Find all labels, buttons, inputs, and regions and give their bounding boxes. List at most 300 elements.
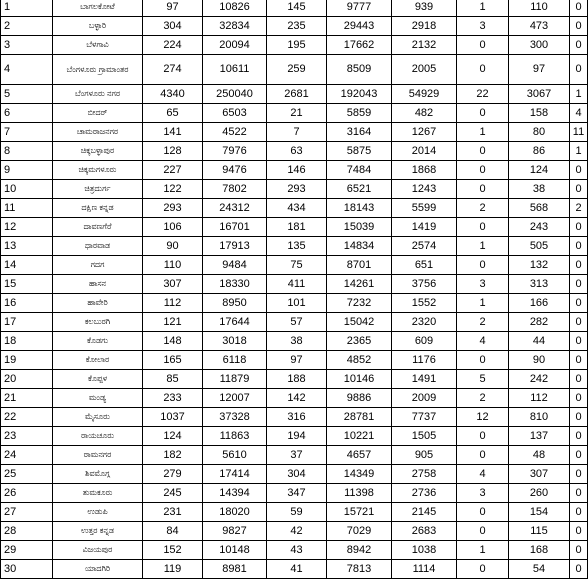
value-col-7-cell: 168 [509, 541, 570, 560]
value-col-5-cell: 1038 [392, 541, 457, 560]
value-col-3-cell: 145 [267, 0, 327, 17]
serial-number-cell: 17 [1, 313, 53, 332]
value-col-3-cell: 2681 [267, 85, 327, 104]
value-col-5-cell: 2320 [392, 313, 457, 332]
table-row [1, 161, 588, 180]
table-row [1, 484, 588, 503]
value-col-4-cell: 5859 [327, 104, 392, 123]
value-col-7-cell: 242 [509, 370, 570, 389]
value-col-7-cell: 110 [509, 0, 570, 17]
value-col-2-cell: 18020 [203, 503, 267, 522]
district-name-cell: ಬಳ್ಳಾರಿ [53, 17, 143, 36]
value-col-6-cell: 2 [457, 313, 509, 332]
serial-number-cell: 13 [1, 237, 53, 256]
value-col-2-cell: 5610 [203, 446, 267, 465]
value-col-6-cell: 1 [457, 123, 509, 142]
district-name-cell: ಯಾದಗಿರಿ [53, 560, 143, 579]
value-col-2-cell: 6503 [203, 104, 267, 123]
table-row [1, 408, 588, 427]
value-col-5-cell: 1491 [392, 370, 457, 389]
value-col-2-cell: 8981 [203, 560, 267, 579]
value-col-1-cell: 128 [143, 142, 203, 161]
value-col-6-cell: 3 [457, 17, 509, 36]
table-row [1, 0, 588, 17]
value-col-7-cell: 124 [509, 161, 570, 180]
value-col-5-cell: 3756 [392, 275, 457, 294]
serial-number-cell: 3 [1, 36, 53, 55]
serial-number-cell: 20 [1, 370, 53, 389]
value-col-1-cell: 119 [143, 560, 203, 579]
value-col-7-cell: 282 [509, 313, 570, 332]
district-name-cell: ಶಿವಮೊಗ್ಗ [53, 465, 143, 484]
table-row [1, 55, 588, 85]
value-col-3-cell: 75 [267, 256, 327, 275]
value-col-1-cell: 4340 [143, 85, 203, 104]
table-row [1, 332, 588, 351]
serial-number-cell: 16 [1, 294, 53, 313]
value-col-2-cell: 14394 [203, 484, 267, 503]
value-col-8-cell: 0 [570, 17, 588, 36]
value-col-4-cell: 3164 [327, 123, 392, 142]
value-col-6-cell: 0 [457, 55, 509, 85]
value-col-3-cell: 42 [267, 522, 327, 541]
value-col-3-cell: 411 [267, 275, 327, 294]
value-col-8-cell: 1 [570, 85, 588, 104]
value-col-3-cell: 195 [267, 36, 327, 55]
serial-number-cell: 10 [1, 180, 53, 199]
value-col-7-cell: 473 [509, 17, 570, 36]
value-col-1-cell: 182 [143, 446, 203, 465]
value-col-3-cell: 142 [267, 389, 327, 408]
value-col-6-cell: 1 [457, 294, 509, 313]
value-col-5-cell: 1552 [392, 294, 457, 313]
value-col-4-cell: 192043 [327, 85, 392, 104]
value-col-1-cell: 227 [143, 161, 203, 180]
value-col-6-cell: 1 [457, 541, 509, 560]
district-name-cell: ಮೈಸೂರು [53, 408, 143, 427]
value-col-8-cell: 0 [570, 256, 588, 275]
table-row [1, 104, 588, 123]
value-col-1-cell: 85 [143, 370, 203, 389]
value-col-2-cell: 9476 [203, 161, 267, 180]
value-col-3-cell: 97 [267, 351, 327, 370]
value-col-8-cell: 0 [570, 465, 588, 484]
value-col-7-cell: 243 [509, 218, 570, 237]
value-col-3-cell: 434 [267, 199, 327, 218]
value-col-5-cell: 2009 [392, 389, 457, 408]
table-row [1, 36, 588, 55]
value-col-6-cell: 22 [457, 85, 509, 104]
value-col-4-cell: 14349 [327, 465, 392, 484]
value-col-4-cell: 11398 [327, 484, 392, 503]
table-row [1, 237, 588, 256]
district-name-cell: ಚಿತ್ರದುರ್ಗ [53, 180, 143, 199]
value-col-8-cell: 0 [570, 313, 588, 332]
value-col-2-cell: 24312 [203, 199, 267, 218]
value-col-6-cell: 0 [457, 104, 509, 123]
value-col-3-cell: 63 [267, 142, 327, 161]
value-col-2-cell: 10826 [203, 0, 267, 17]
value-col-7-cell: 3067 [509, 85, 570, 104]
value-col-8-cell: 0 [570, 237, 588, 256]
value-col-5-cell: 5599 [392, 199, 457, 218]
serial-number-cell: 23 [1, 427, 53, 446]
district-name-cell: ರಾಯಚೂರು [53, 427, 143, 446]
serial-number-cell: 4 [1, 55, 53, 85]
table-row [1, 351, 588, 370]
district-name-cell: ಕೋಲಾರ [53, 351, 143, 370]
value-col-6-cell: 0 [457, 446, 509, 465]
value-col-7-cell: 505 [509, 237, 570, 256]
table-row [1, 389, 588, 408]
table-body [1, 0, 588, 579]
table-row [1, 199, 588, 218]
district-name-cell: ಹಾವೇರಿ [53, 294, 143, 313]
value-col-8-cell: 0 [570, 294, 588, 313]
value-col-5-cell: 1267 [392, 123, 457, 142]
value-col-4-cell: 7029 [327, 522, 392, 541]
value-col-1-cell: 304 [143, 17, 203, 36]
value-col-2-cell: 9827 [203, 522, 267, 541]
value-col-7-cell: 810 [509, 408, 570, 427]
value-col-8-cell: 0 [570, 484, 588, 503]
value-col-7-cell: 115 [509, 522, 570, 541]
table-row [1, 17, 588, 36]
district-name-cell: ವಿಜಯಪುರ [53, 541, 143, 560]
value-col-2-cell: 12007 [203, 389, 267, 408]
district-name-cell: ಗದಗ [53, 256, 143, 275]
value-col-2-cell: 20094 [203, 36, 267, 55]
value-col-1-cell: 165 [143, 351, 203, 370]
value-col-4-cell: 15039 [327, 218, 392, 237]
table-row [1, 370, 588, 389]
value-col-3-cell: 146 [267, 161, 327, 180]
value-col-7-cell: 90 [509, 351, 570, 370]
value-col-2-cell: 250040 [203, 85, 267, 104]
value-col-4-cell: 8942 [327, 541, 392, 560]
value-col-4-cell: 15042 [327, 313, 392, 332]
table-row [1, 503, 588, 522]
value-col-8-cell: 1 [570, 142, 588, 161]
value-col-4-cell: 14834 [327, 237, 392, 256]
value-col-6-cell: 0 [457, 503, 509, 522]
value-col-2-cell: 16701 [203, 218, 267, 237]
value-col-8-cell: 4 [570, 104, 588, 123]
value-col-4-cell: 4852 [327, 351, 392, 370]
district-name-cell: ಕಲಬುರಗಿ [53, 313, 143, 332]
value-col-6-cell: 4 [457, 465, 509, 484]
value-col-3-cell: 7 [267, 123, 327, 142]
value-col-6-cell: 0 [457, 427, 509, 446]
value-col-3-cell: 101 [267, 294, 327, 313]
district-name-cell: ಚಿಕ್ಕಬಳ್ಳಾಪುರ [53, 142, 143, 161]
value-col-8-cell: 0 [570, 351, 588, 370]
value-col-8-cell: 11 [570, 123, 588, 142]
value-col-6-cell: 2 [457, 389, 509, 408]
serial-number-cell: 21 [1, 389, 53, 408]
value-col-3-cell: 181 [267, 218, 327, 237]
value-col-3-cell: 304 [267, 465, 327, 484]
value-col-2-cell: 32834 [203, 17, 267, 36]
value-col-4-cell: 28781 [327, 408, 392, 427]
district-name-cell: ಕೊಡಗು [53, 332, 143, 351]
district-name-cell: ಹಾಸನ [53, 275, 143, 294]
value-col-6-cell: 12 [457, 408, 509, 427]
table-row [1, 446, 588, 465]
value-col-6-cell: 0 [457, 522, 509, 541]
value-col-3-cell: 316 [267, 408, 327, 427]
value-col-1-cell: 1037 [143, 408, 203, 427]
value-col-8-cell: 0 [570, 541, 588, 560]
table-row [1, 218, 588, 237]
value-col-1-cell: 97 [143, 0, 203, 17]
value-col-7-cell: 260 [509, 484, 570, 503]
value-col-5-cell: 2758 [392, 465, 457, 484]
table-row [1, 465, 588, 484]
district-name-cell: ಉಡುಪಿ [53, 503, 143, 522]
value-col-1-cell: 65 [143, 104, 203, 123]
table-row [1, 123, 588, 142]
value-col-8-cell: 0 [570, 161, 588, 180]
value-col-5-cell: 2918 [392, 17, 457, 36]
value-col-1-cell: 122 [143, 180, 203, 199]
value-col-5-cell: 651 [392, 256, 457, 275]
value-col-5-cell: 54929 [392, 85, 457, 104]
value-col-8-cell: 0 [570, 275, 588, 294]
serial-number-cell: 7 [1, 123, 53, 142]
serial-number-cell: 2 [1, 17, 53, 36]
value-col-7-cell: 132 [509, 256, 570, 275]
district-name-cell: ಬೀದರ್ [53, 104, 143, 123]
value-col-7-cell: 80 [509, 123, 570, 142]
value-col-3-cell: 135 [267, 237, 327, 256]
value-col-8-cell: 0 [570, 446, 588, 465]
value-col-4-cell: 15721 [327, 503, 392, 522]
value-col-4-cell: 29443 [327, 17, 392, 36]
district-name-cell: ಕೊಪ್ಪಳ [53, 370, 143, 389]
value-col-4-cell: 7484 [327, 161, 392, 180]
value-col-6-cell: 4 [457, 332, 509, 351]
table-row [1, 541, 588, 560]
district-name-cell: ರಾಮನಗರ [53, 446, 143, 465]
value-col-1-cell: 121 [143, 313, 203, 332]
serial-number-cell: 27 [1, 503, 53, 522]
value-col-6-cell: 0 [457, 256, 509, 275]
table-row [1, 275, 588, 294]
value-col-1-cell: 106 [143, 218, 203, 237]
value-col-7-cell: 112 [509, 389, 570, 408]
value-col-2-cell: 11879 [203, 370, 267, 389]
value-col-4-cell: 9777 [327, 0, 392, 17]
value-col-1-cell: 124 [143, 427, 203, 446]
value-col-6-cell: 2 [457, 199, 509, 218]
table-row [1, 294, 588, 313]
value-col-7-cell: 48 [509, 446, 570, 465]
value-col-2-cell: 17414 [203, 465, 267, 484]
value-col-4-cell: 2365 [327, 332, 392, 351]
value-col-2-cell: 17913 [203, 237, 267, 256]
value-col-7-cell: 97 [509, 55, 570, 85]
value-col-6-cell: 0 [457, 218, 509, 237]
serial-number-cell: 5 [1, 85, 53, 104]
district-name-cell: ಬೆಳಗಾವಿ [53, 36, 143, 55]
value-col-8-cell: 0 [570, 55, 588, 85]
value-col-8-cell: 0 [570, 370, 588, 389]
value-col-7-cell: 154 [509, 503, 570, 522]
serial-number-cell: 24 [1, 446, 53, 465]
value-col-2-cell: 37328 [203, 408, 267, 427]
value-col-2-cell: 10148 [203, 541, 267, 560]
value-col-3-cell: 59 [267, 503, 327, 522]
value-col-2-cell: 4522 [203, 123, 267, 142]
value-col-5-cell: 2736 [392, 484, 457, 503]
serial-number-cell: 25 [1, 465, 53, 484]
value-col-8-cell: 0 [570, 522, 588, 541]
value-col-1-cell: 233 [143, 389, 203, 408]
table-row [1, 256, 588, 275]
value-col-1-cell: 110 [143, 256, 203, 275]
value-col-3-cell: 235 [267, 17, 327, 36]
value-col-2-cell: 10611 [203, 55, 267, 85]
value-col-1-cell: 274 [143, 55, 203, 85]
value-col-5-cell: 2145 [392, 503, 457, 522]
value-col-2-cell: 18330 [203, 275, 267, 294]
value-col-2-cell: 9484 [203, 256, 267, 275]
value-col-6-cell: 3 [457, 484, 509, 503]
district-name-cell: ಬೆಂಗಳೂರು ನಗರ [53, 85, 143, 104]
serial-number-cell: 1 [1, 0, 53, 17]
value-col-5-cell: 2014 [392, 142, 457, 161]
value-col-4-cell: 10146 [327, 370, 392, 389]
value-col-7-cell: 166 [509, 294, 570, 313]
district-name-cell: ಉತ್ತರ ಕನ್ನಡ [53, 522, 143, 541]
value-col-1-cell: 152 [143, 541, 203, 560]
value-col-8-cell: 0 [570, 560, 588, 579]
value-col-5-cell: 2683 [392, 522, 457, 541]
value-col-6-cell: 0 [457, 161, 509, 180]
value-col-6-cell: 1 [457, 0, 509, 17]
value-col-1-cell: 307 [143, 275, 203, 294]
value-col-2-cell: 8950 [203, 294, 267, 313]
value-col-6-cell: 0 [457, 142, 509, 161]
value-col-5-cell: 1868 [392, 161, 457, 180]
value-col-1-cell: 231 [143, 503, 203, 522]
serial-number-cell: 9 [1, 161, 53, 180]
value-col-6-cell: 1 [457, 237, 509, 256]
value-col-5-cell: 609 [392, 332, 457, 351]
value-col-8-cell: 0 [570, 332, 588, 351]
value-col-4-cell: 8701 [327, 256, 392, 275]
value-col-8-cell: 0 [570, 408, 588, 427]
serial-number-cell: 11 [1, 199, 53, 218]
value-col-2-cell: 7976 [203, 142, 267, 161]
value-col-4-cell: 6521 [327, 180, 392, 199]
value-col-5-cell: 2574 [392, 237, 457, 256]
value-col-5-cell: 1114 [392, 560, 457, 579]
district-name-cell: ದಾವಣಗೆರೆ [53, 218, 143, 237]
serial-number-cell: 29 [1, 541, 53, 560]
value-col-3-cell: 293 [267, 180, 327, 199]
serial-number-cell: 19 [1, 351, 53, 370]
value-col-3-cell: 259 [267, 55, 327, 85]
value-col-6-cell: 0 [457, 36, 509, 55]
value-col-7-cell: 137 [509, 427, 570, 446]
value-col-5-cell: 2005 [392, 55, 457, 85]
value-col-8-cell: 0 [570, 427, 588, 446]
district-name-cell: ಚಿಕ್ಕಮಗಳೂರು [53, 161, 143, 180]
value-col-2-cell: 17644 [203, 313, 267, 332]
value-col-3-cell: 37 [267, 446, 327, 465]
value-col-5-cell: 7737 [392, 408, 457, 427]
value-col-5-cell: 2132 [392, 36, 457, 55]
value-col-8-cell: 0 [570, 389, 588, 408]
value-col-8-cell: 2 [570, 199, 588, 218]
district-name-cell: ತುಮಕೂರು [53, 484, 143, 503]
serial-number-cell: 28 [1, 522, 53, 541]
value-col-7-cell: 44 [509, 332, 570, 351]
value-col-3-cell: 57 [267, 313, 327, 332]
table-row [1, 427, 588, 446]
value-col-1-cell: 112 [143, 294, 203, 313]
value-col-4-cell: 10221 [327, 427, 392, 446]
serial-number-cell: 8 [1, 142, 53, 161]
value-col-4-cell: 5875 [327, 142, 392, 161]
value-col-3-cell: 38 [267, 332, 327, 351]
value-col-3-cell: 21 [267, 104, 327, 123]
value-col-3-cell: 188 [267, 370, 327, 389]
value-col-1-cell: 141 [143, 123, 203, 142]
value-col-8-cell: 0 [570, 36, 588, 55]
value-col-2-cell: 11863 [203, 427, 267, 446]
value-col-3-cell: 43 [267, 541, 327, 560]
district-name-cell: ಬಾಗಲಕೋಟೆ [53, 0, 143, 17]
value-col-1-cell: 148 [143, 332, 203, 351]
value-col-4-cell: 8509 [327, 55, 392, 85]
value-col-5-cell: 1243 [392, 180, 457, 199]
district-name-cell: ದಕ್ಷಿಣ ಕನ್ನಡ [53, 199, 143, 218]
serial-number-cell: 6 [1, 104, 53, 123]
value-col-2-cell: 6118 [203, 351, 267, 370]
value-col-7-cell: 158 [509, 104, 570, 123]
district-name-cell: ಮಂಡ್ಯ [53, 389, 143, 408]
serial-number-cell: 18 [1, 332, 53, 351]
table-row [1, 85, 588, 104]
table-row [1, 313, 588, 332]
value-col-3-cell: 41 [267, 560, 327, 579]
serial-number-cell: 14 [1, 256, 53, 275]
value-col-5-cell: 905 [392, 446, 457, 465]
value-col-7-cell: 86 [509, 142, 570, 161]
value-col-1-cell: 90 [143, 237, 203, 256]
value-col-4-cell: 18143 [327, 199, 392, 218]
value-col-1-cell: 245 [143, 484, 203, 503]
value-col-8-cell: 0 [570, 503, 588, 522]
value-col-7-cell: 300 [509, 36, 570, 55]
value-col-6-cell: 0 [457, 180, 509, 199]
table-row [1, 522, 588, 541]
value-col-3-cell: 194 [267, 427, 327, 446]
value-col-4-cell: 9886 [327, 389, 392, 408]
table-row [1, 560, 588, 579]
value-col-6-cell: 0 [457, 560, 509, 579]
value-col-2-cell: 3018 [203, 332, 267, 351]
district-name-cell: ಬೆಂಗಳೂರು ಗ್ರಾಮಾಂತರ [53, 55, 143, 85]
value-col-1-cell: 279 [143, 465, 203, 484]
value-col-1-cell: 293 [143, 199, 203, 218]
value-col-2-cell: 7802 [203, 180, 267, 199]
value-col-8-cell: 0 [570, 180, 588, 199]
value-col-6-cell: 0 [457, 351, 509, 370]
